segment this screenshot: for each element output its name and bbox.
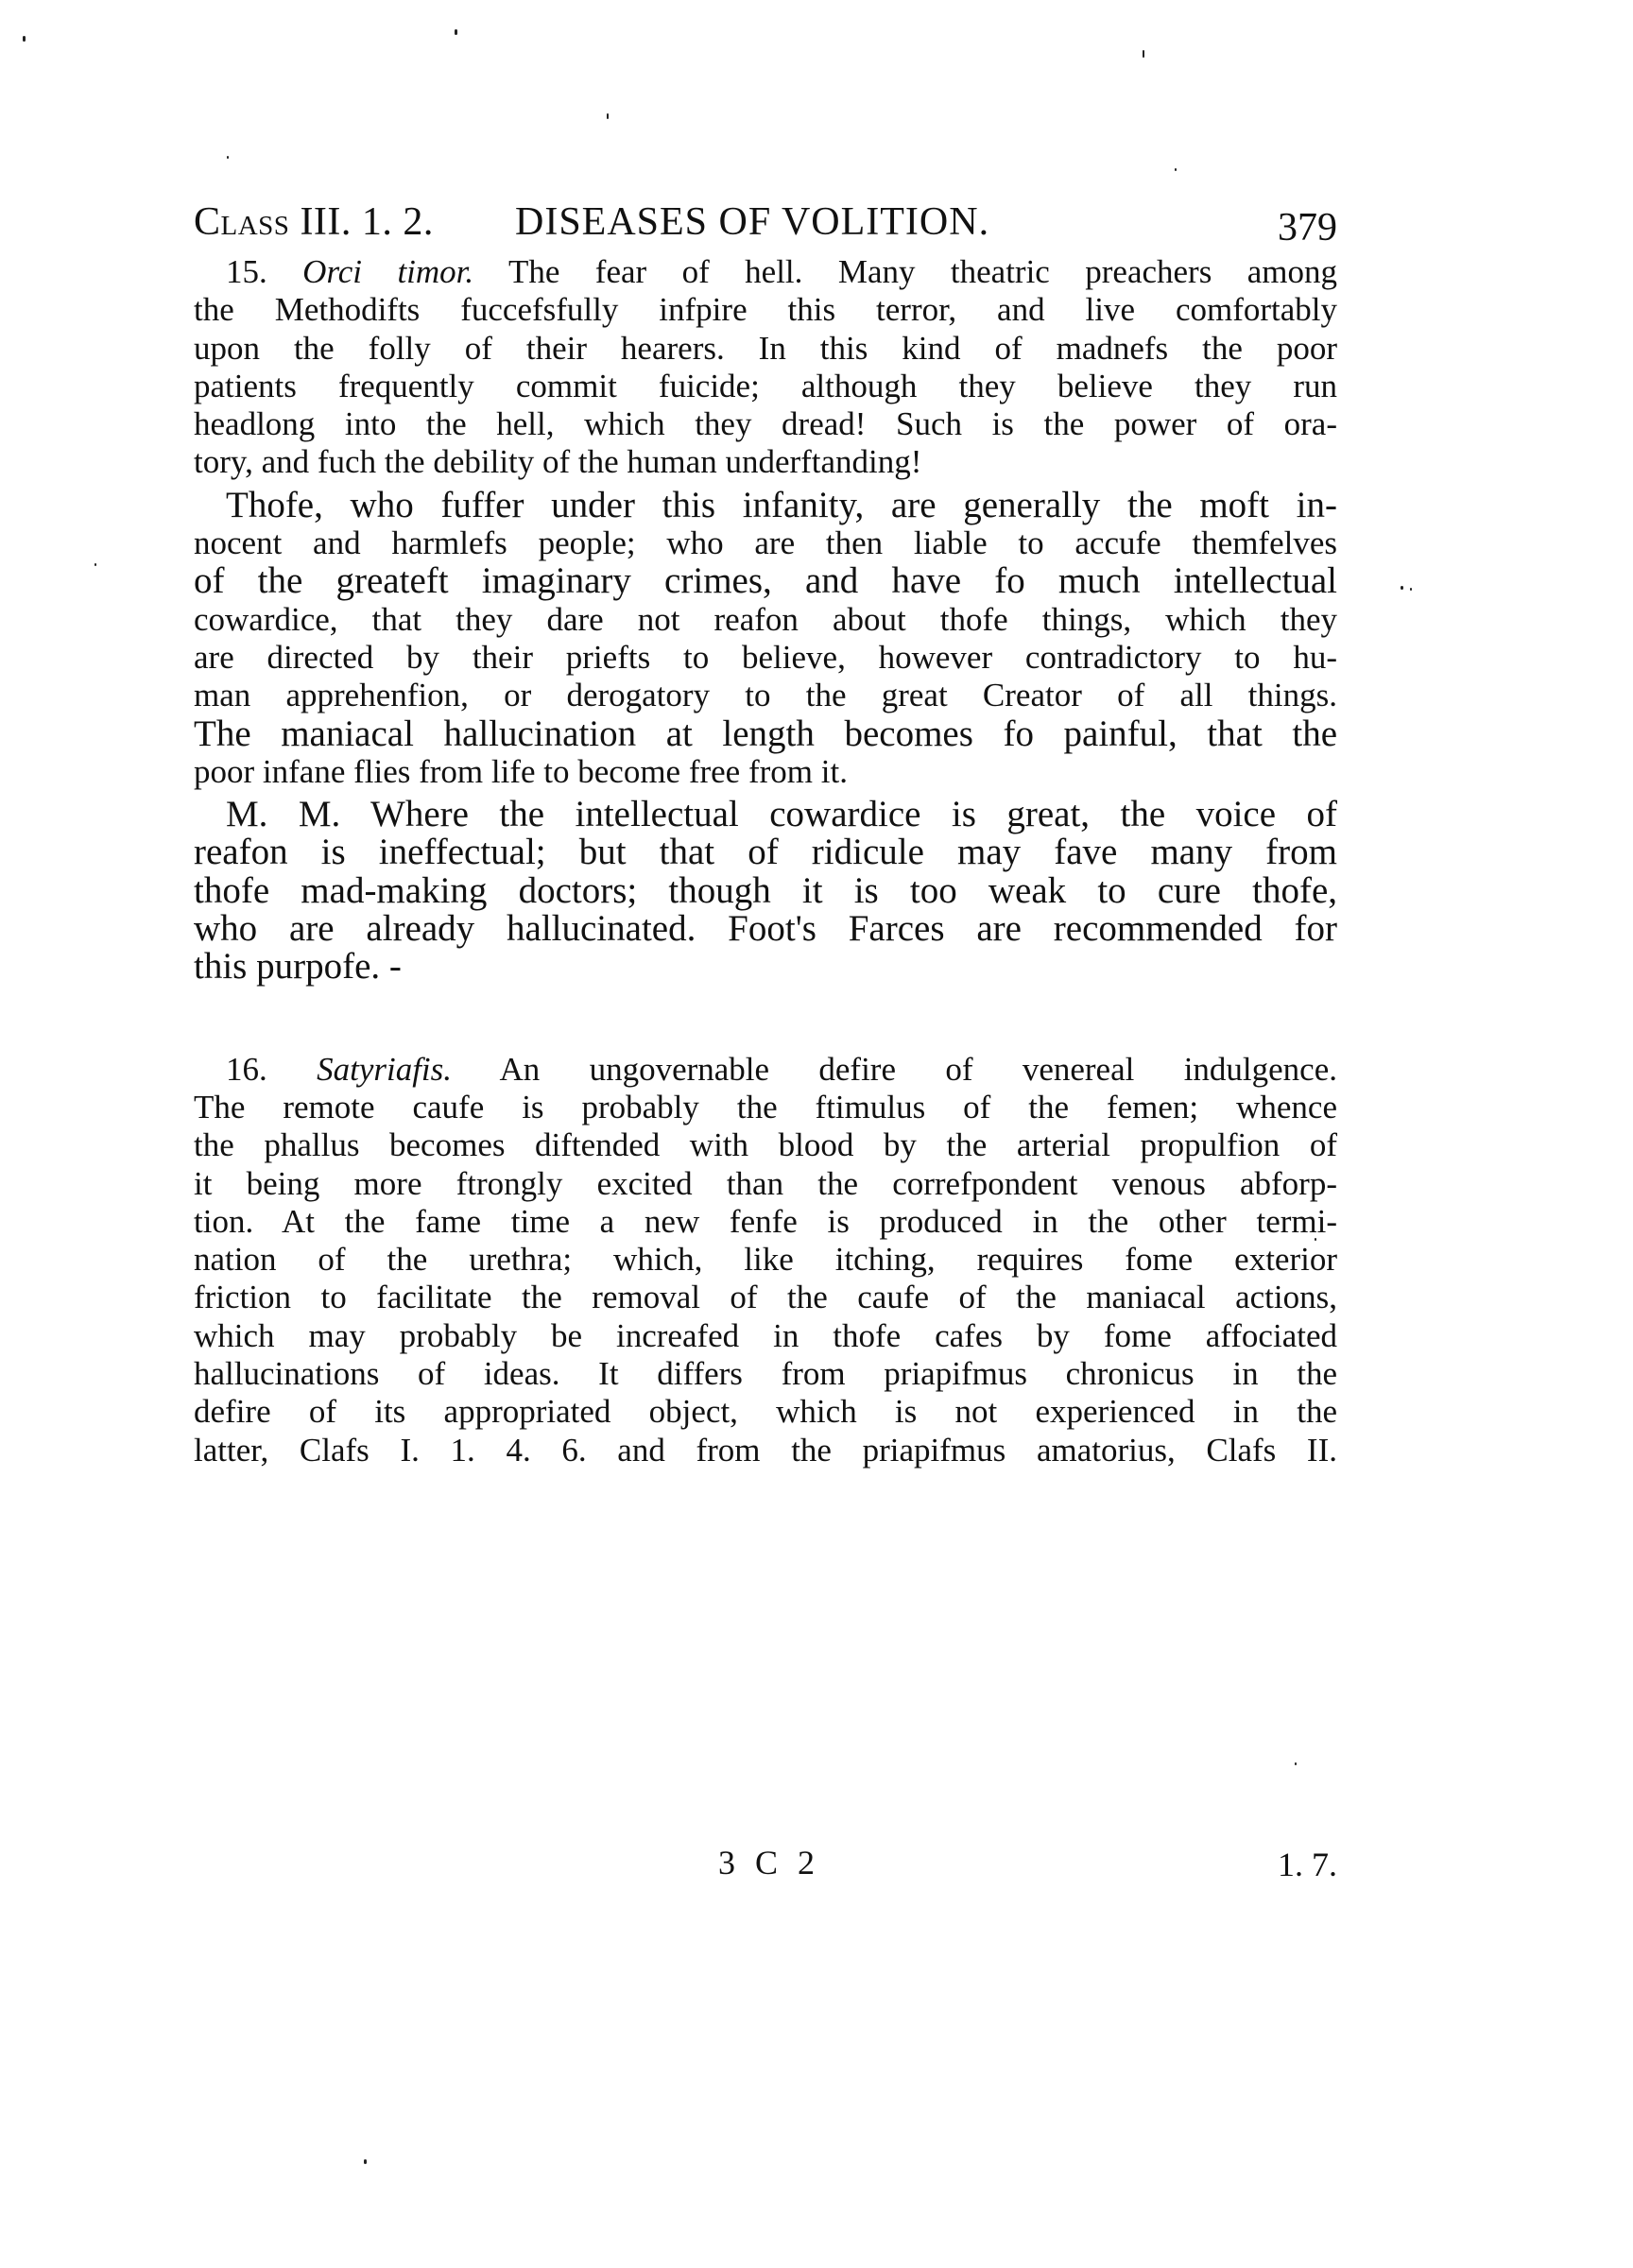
text-line: headlong into the hell, which they dread! Such is the power of ora-	[194, 405, 1337, 443]
text-line: patients frequently commit fuicide; although they believe they run	[194, 367, 1337, 404]
text-line: Thofe, who fuffer under this infanity, are generally the moft in-	[226, 484, 1337, 525]
entry-number: 16.	[226, 1050, 267, 1088]
running-title: DISEASES OF VOLITION.	[515, 200, 990, 244]
text-line: who are already hallucinated. Foot's Farces are recommended for	[194, 908, 1337, 950]
text-line: thofe mad-making doctors; though it is too weak to cure thofe,	[194, 869, 1337, 911]
text-line: nation of the urethra; which, like itching, requires fome exterior	[194, 1241, 1337, 1279]
text-line: man apprehenfion, or derogatory to the great Creator of all things.	[194, 677, 1337, 714]
class-ref-number: III. 1. 2.	[300, 200, 434, 244]
scan-speck	[23, 36, 26, 42]
text-line	[194, 253, 1337, 291]
paragraph-those-who-suffer	[194, 484, 1337, 791]
entry-number: 15.	[226, 253, 267, 290]
signature-mark: 3 C 2	[718, 1844, 821, 1881]
scan-speck	[1175, 168, 1177, 171]
text-line: reafon is ineffectual; but that of ridicule may fave many from	[194, 832, 1337, 873]
text-line: nocent and harmlefs people; who are then liable to accufe themfelves	[194, 524, 1337, 562]
text-line: cowardice, that they dare not reafon about thofe things, which they	[194, 600, 1337, 638]
catchword: 1. 7.	[1278, 1846, 1337, 1883]
text-line: hallucinations of ideas. It differs from priapifmus chronicus in the	[194, 1355, 1337, 1393]
text-line: M. M. Where the intellectual cowardice is great, the voice of	[226, 794, 1337, 835]
text-line: it being more ftrongly excited than the correfpondent venous abforp-	[194, 1164, 1337, 1202]
text-fragment: An ungovernable defire of venereal indulgence.	[499, 1050, 1337, 1088]
entry-term: Orci timor.	[302, 253, 474, 290]
scan-speck	[95, 563, 96, 566]
text-line: are directed by their priefts to believe, however contradictory to hu-	[194, 638, 1337, 676]
page-number: 379	[1278, 206, 1337, 249]
text-line: upon the folly of their hearers. In this kind of madnefs the poor	[194, 329, 1337, 367]
scan-speck	[1295, 1762, 1297, 1765]
text-fragment: The fear of hell. Many theatric preachers among	[507, 253, 1337, 290]
text-line: this purpofe. -	[194, 946, 402, 988]
scan-speck	[1410, 588, 1412, 591]
text-line: defire of its appropriated object, which is not experienced in the	[194, 1393, 1337, 1431]
text-line: the Methodifts fuccefsfully infpire this terror, and live comfortably	[194, 291, 1337, 329]
text-line: of the greateft imaginary crimes, and have fo much intellectual	[194, 560, 1337, 602]
entry-15-orci-timor	[194, 253, 1337, 482]
text-line: The remote caufe is probably the ftimulus of the femen; whence	[194, 1088, 1337, 1125]
entry-16-satyriasis	[194, 1051, 1337, 1469]
text-line: poor infane flies from life to become free from it.	[194, 752, 848, 790]
running-header	[194, 194, 1337, 250]
entry-term: Satyriafis.	[317, 1050, 453, 1088]
text-line: tion. At the fame time a new fenfe is produced in the other termi-	[194, 1202, 1337, 1240]
scan-speck	[1401, 586, 1403, 590]
scan-speck	[455, 29, 457, 35]
scan-speck	[607, 113, 609, 119]
paragraph-method-of-medicine	[194, 796, 1337, 986]
class-reference	[194, 194, 434, 250]
scan-speck	[1143, 50, 1144, 58]
text-line: tory, and fuch the debility of the human underftanding!	[194, 443, 922, 481]
text-line: latter, Clafs I. 1. 4. 6. and from the priapifmus amatorius, Clafs II.	[194, 1431, 1337, 1469]
class-prefix: Class	[194, 200, 290, 244]
text-line: friction to facilitate the removal of the caufe of the maniacal actions,	[194, 1279, 1337, 1316]
body-text	[194, 253, 1337, 1469]
text-line: which may probably be increafed in thofe cafes by fome affociated	[194, 1316, 1337, 1354]
text-line	[194, 1051, 1337, 1089]
page-footer	[194, 1839, 1337, 1886]
scan-speck	[227, 156, 229, 159]
text-line: the phallus becomes diftended with blood by the arterial propulfion of	[194, 1126, 1337, 1164]
scan-speck	[364, 2159, 367, 2164]
text-line: The maniacal hallucination at length becomes fo painful, that the	[194, 713, 1337, 754]
